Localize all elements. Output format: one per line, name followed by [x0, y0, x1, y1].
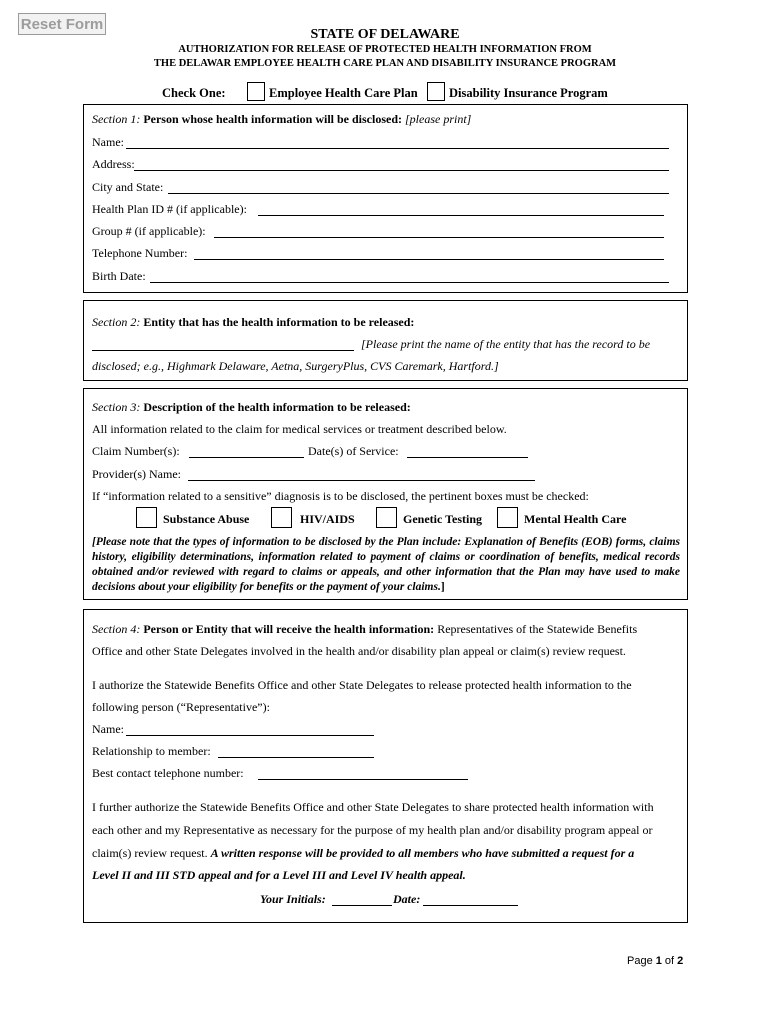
- representative-name-label: Name:: [92, 722, 124, 736]
- section-4-number: Section 4:: [92, 622, 141, 636]
- further-authorize-line3: [92, 846, 634, 861]
- initials-label: Your Initials:: [260, 892, 326, 906]
- section-3: [83, 388, 688, 600]
- all-information-text: All information related to the claim for medical services or treatment described below.: [92, 422, 507, 436]
- check-one-row: [0, 82, 770, 104]
- total-pages: 2: [677, 955, 684, 967]
- disability-insurance-checkbox[interactable]: [427, 82, 445, 101]
- section-3-title: Description of the health information to be released:: [140, 400, 411, 414]
- best-contact-phone-label: Best contact telephone number:: [92, 766, 244, 780]
- page-word: Page: [627, 955, 656, 967]
- provider-name-label: Provider(s) Name:: [92, 467, 181, 481]
- health-plan-id-label: Health Plan ID # (if applicable):: [92, 202, 247, 216]
- claim-number-label: Claim Number(s):: [92, 444, 180, 458]
- group-field[interactable]: [214, 223, 664, 238]
- written-response-notice: A written response will be provided to all members who have submitted a request for a: [210, 846, 635, 860]
- provider-name-field[interactable]: [188, 466, 535, 481]
- section-4-desc-line1: Representatives of the Statewide Benefits: [434, 622, 638, 636]
- plan-information-note-end: ]: [440, 581, 445, 593]
- section-2-hint-line1: [Please print the name of the entity that has the record to be: [361, 337, 651, 351]
- health-plan-id-field[interactable]: [258, 201, 664, 216]
- date-field[interactable]: [423, 891, 518, 906]
- section-3-number: Section 3:: [92, 400, 141, 414]
- group-label: Group # (if applicable):: [92, 224, 206, 238]
- disability-insurance-label: Disability Insurance Program: [449, 86, 608, 100]
- hiv-aids-label: HIV/AIDS: [300, 512, 355, 526]
- birth-date-label: Birth Date:: [92, 269, 146, 283]
- section-2-hint-line2: disclosed; e.g., Highmark Delaware, Aetna, SurgeryPlus, CVS Caremark, Hartford.]: [92, 359, 499, 373]
- dates-of-service-field[interactable]: [407, 443, 528, 458]
- section-1-hint: [please print]: [402, 112, 472, 126]
- authorize-text-line1: I authorize the Statewide Benefits Office and other State Delegates to release protected health information to the: [92, 678, 632, 692]
- form-subtitle-line1: AUTHORIZATION FOR RELEASE OF PROTECTED HEALTH INFORMATION FROM: [178, 44, 592, 55]
- further-authorize-line2: each other and my Representative as necessary for the purpose of my health plan and/or disability program appeal or: [92, 823, 653, 837]
- reset-form-button[interactable]: Reset Form: [18, 13, 106, 35]
- genetic-testing-label: Genetic Testing: [403, 512, 483, 526]
- section-4-title: Person or Entity that will receive the health information:: [140, 622, 435, 636]
- claim-number-field[interactable]: [189, 443, 304, 458]
- page-number: [627, 955, 683, 967]
- birth-date-field[interactable]: [150, 268, 669, 283]
- employee-health-plan-label: Employee Health Care Plan: [269, 86, 418, 100]
- sensitive-diagnosis-text: If “information related to a sensitive” diagnosis is to be disclosed, the pertinent boxes must be checked:: [92, 489, 589, 503]
- releasing-entity-field[interactable]: [92, 336, 354, 351]
- section-2-header: [92, 315, 414, 330]
- section-1-title: Person whose health information will be disclosed:: [140, 112, 402, 126]
- name-field[interactable]: [126, 134, 669, 149]
- section-1-number: Section 1:: [92, 112, 141, 126]
- current-page: 1: [655, 955, 662, 967]
- substance-abuse-label: Substance Abuse: [163, 512, 250, 526]
- best-contact-phone-field[interactable]: [258, 765, 468, 780]
- section-4-header: [92, 622, 637, 637]
- section-4: [83, 609, 688, 923]
- section-3-header: [92, 400, 411, 415]
- section-2-title: Entity that has the health information to be released:: [140, 315, 415, 329]
- further-authorize-line1: I further authorize the Statewide Benefits Office and other State Delegates to share protected health information with: [92, 800, 654, 814]
- form-subtitle-line2: THE DELAWAR EMPLOYEE HEALTH CARE PLAN AND DISABILITY INSURANCE PROGRAM: [153, 58, 617, 69]
- relationship-label: Relationship to member:: [92, 744, 211, 758]
- check-one-label: Check One:: [162, 86, 226, 100]
- form-title: STATE OF DELAWARE: [310, 27, 460, 42]
- name-label: Name:: [92, 135, 124, 149]
- mental-health-care-label: Mental Health Care: [524, 512, 627, 526]
- section-2-number: Section 2:: [92, 315, 141, 329]
- city-state-field[interactable]: [168, 179, 669, 194]
- further-authorize-line3-text: claim(s) review request.: [92, 846, 211, 860]
- telephone-label: Telephone Number:: [92, 246, 188, 260]
- section-1: [83, 104, 688, 293]
- section-4-desc-line2: Office and other State Delegates involved in the health and/or disability plan appeal or claim(s) review request.: [92, 644, 626, 658]
- telephone-field[interactable]: [194, 245, 664, 260]
- city-state-label: City and State:: [92, 180, 164, 194]
- genetic-testing-checkbox[interactable]: [376, 507, 397, 528]
- date-label: Date:: [393, 892, 421, 906]
- relationship-field[interactable]: [218, 743, 374, 758]
- plan-information-note: [92, 535, 680, 595]
- representative-name-field[interactable]: [126, 721, 374, 736]
- address-label: Address:: [92, 157, 135, 171]
- section-1-header: [92, 112, 471, 127]
- hiv-aids-checkbox[interactable]: [271, 507, 292, 528]
- plan-information-note-text: [Please note that the types of information to be disclosed by the Plan include: Explanation of Benefits (EOB) forms, claims history, eligibility determinations, information related to payment of claims or coordination of benefits, medical records obtained and/or reviewed with regard to claims or appeals, and other information that the Plan may have used to make decisions about your eligibility for benefits or the payment of your claims.: [92, 536, 680, 593]
- substance-abuse-checkbox[interactable]: [136, 507, 157, 528]
- dates-of-service-label: Date(s) of Service:: [308, 444, 399, 458]
- employee-health-plan-checkbox[interactable]: [247, 82, 265, 101]
- of-word: of: [661, 955, 678, 967]
- appeal-levels-notice: Level II and III STD appeal and for a Level III and Level IV health appeal.: [92, 868, 466, 882]
- authorize-text-line2: following person (“Representative”):: [92, 700, 270, 714]
- mental-health-care-checkbox[interactable]: [497, 507, 518, 528]
- address-field[interactable]: [134, 156, 669, 171]
- initials-field[interactable]: [332, 891, 392, 906]
- section-2: [83, 300, 688, 381]
